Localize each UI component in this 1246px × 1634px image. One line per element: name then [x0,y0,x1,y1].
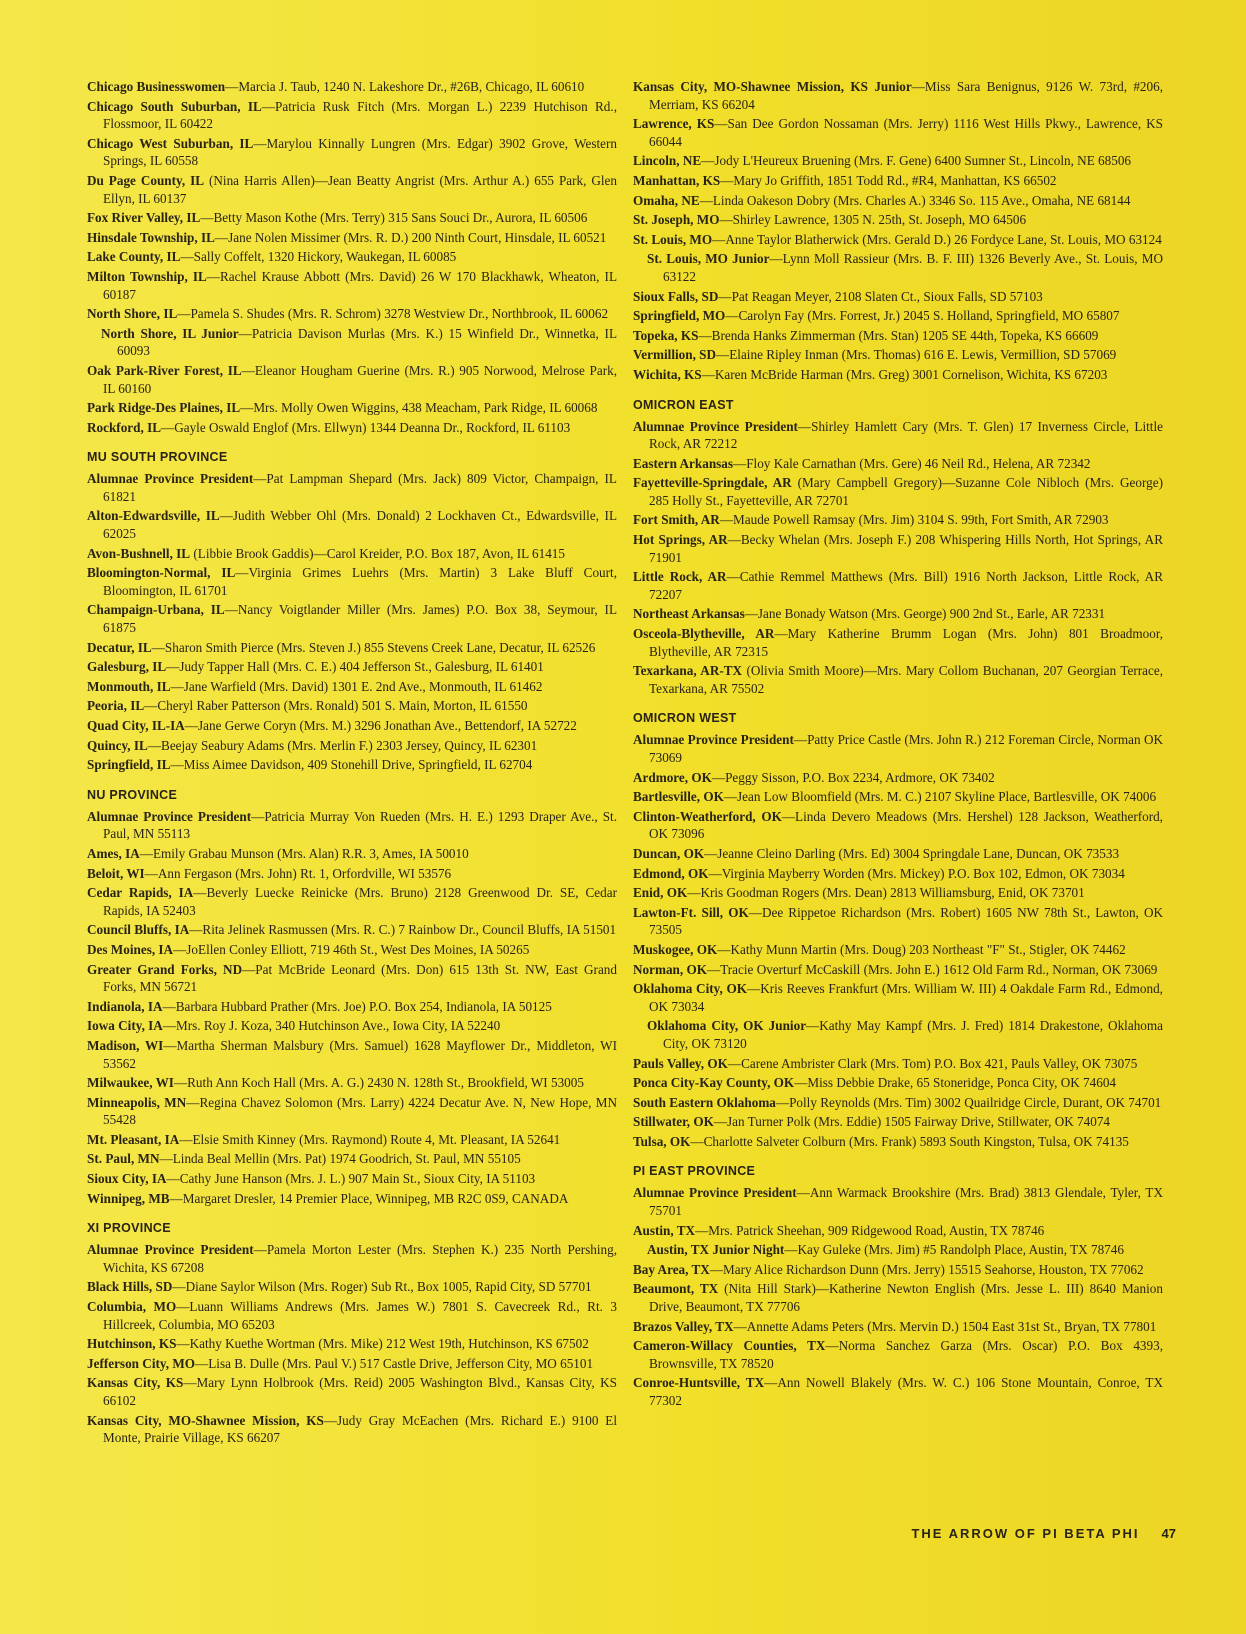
chapter-contact: —Ann Nowell Blakely (Mrs. W. C.) 106 Stone Mountain, Conroe, TX 77302 [649,1375,1164,1408]
section-heading: XI PROVINCE [87,1221,171,1236]
chapter-entry [633,511,1163,529]
chapter-entry [87,1278,617,1296]
chapter-name: Milton Township, IL [87,268,207,284]
chapter-entry [87,1335,617,1353]
chapter-name: Alumnae Province President [87,808,252,824]
chapter-name: Park Ridge-Des Plaines, IL [87,400,241,416]
chapter-name: Clinton-Weatherford, OK [633,808,782,824]
chapter-name: North Shore, IL [87,306,178,322]
chapter-name: Alumnae Province President [633,732,794,748]
chapter-name: Quincy, IL [87,737,148,753]
left-column [87,78,617,1449]
chapter-entry [633,769,1163,787]
chapter-entry [87,305,617,323]
chapter-contact: —Mary Alice Richardson Dunn (Mrs. Jerry) 15515 Seahorse, Houston, TX 77062 [709,1261,1144,1277]
chapter-contact: —Kathy Munn Martin (Mrs. Doug) 203 Northeast "F" St., Stigler, OK 74462 [717,941,1126,957]
chapter-name: Stillwater, OK [633,1114,714,1130]
chapter-name: St. Joseph, MO [633,212,720,228]
chapter-entry [633,346,1163,364]
chapter-contact: —Eleanor Hougham Guerine (Mrs. R.) 905 Norwood, Melrose Park, IL 60160 [103,362,617,396]
chapter-entry [87,419,617,437]
chapter-name: Kansas City, KS [87,1375,184,1391]
chapter-entry [87,1298,617,1333]
chapter-contact: —Jeanne Cleino Darling (Mrs. Ed) 3004 Springdale Lane, Duncan, OK 73533 [704,845,1120,861]
chapter-contact: —Shirley Lawrence, 1305 N. 25th, St. Joseph, MO 64506 [719,212,1027,228]
chapter-name: Little Rock, AR [633,569,727,585]
chapter-contact: —Judy Tapper Hall (Mrs. C. E.) 404 Jefferson St., Galesburg, IL 61401 [166,659,544,675]
chapter-entry [87,1074,617,1092]
chapter-name: Bay Area, TX [633,1261,710,1277]
chapter-contact: (Olivia Smith Moore)—Mrs. Mary Collom Buchanan, 207 Georgian Terrace, Texarkana, AR 75502 [649,663,1164,696]
chapter-contact: —Elsie Smith Kinney (Mrs. Raymond) Route 4, Mt. Pleasant, IA 52641 [179,1131,561,1147]
chapter-entry [87,678,617,696]
chapter-contact: —Karen McBride Harman (Mrs. Greg) 3001 Cornelison, Wichita, KS 67203 [701,366,1108,382]
chapter-contact: —Mary Lynn Holbrook (Mrs. Reid) 2005 Washington Blvd., Kansas City, KS 66102 [103,1375,617,1408]
chapter-name: St. Louis, MO Junior [647,251,770,267]
chapter-name: Brazos Valley, TX [633,1318,734,1334]
chapter-entry [633,845,1163,863]
chapter-contact: —Jane Gerwe Coryn (Mrs. M.) 3296 Jonathan Ave., Bettendorf, IA 52722 [184,718,577,733]
chapter-name: Columbia, MO [87,1299,177,1315]
chapter-entry [87,229,617,247]
chapter-contact: —Pamela S. Shudes (Mrs. R. Schrom) 3278 Westview Dr., Northbrook, IL 60062 [177,306,609,322]
chapter-entry [633,961,1163,979]
chapter-name: Hinsdale Township, IL [87,229,215,245]
chapter-contact: —Luann Williams Andrews (Mrs. James W.) 7801 S. Cavecreek Rd., Rt. 3 Hillcreek, Columbia, MO 65203 [103,1299,618,1332]
chapter-name: Norman, OK [633,961,707,977]
section-heading: NU PROVINCE [87,787,178,802]
chapter-entry [87,209,617,227]
chapter-contact: —Linda Devero Meadows (Mrs. Hershel) 128 Jackson, Weatherford, OK 73096 [649,808,1163,842]
chapter-contact: —Maude Powell Ramsay (Mrs. Jim) 3104 S. 99th, Fort Smith, AR 72903 [719,512,1109,528]
chapter-contact: —Linda Oakeson Dobry (Mrs. Charles A.) 3346 So. 115 Ave., Omaha, NE 68144 [699,192,1131,208]
chapter-entry [87,1241,617,1276]
chapter-name: Madison, WI [87,1037,164,1053]
chapter-contact: (Nina Harris Allen)—Jean Beatty Angrist (Mrs. Arthur A.) 655 Park, Glen Ellyn, IL 60137 [103,172,617,206]
chapter-contact: —Marcia J. Taub, 1240 N. Lakeshore Dr., #26B, Chicago, IL 60610 [225,79,585,94]
chapter-name: Ponca City-Kay County, OK [633,1075,795,1091]
chapter-name: Avon-Bushnell, IL [87,545,191,561]
chapter-entry [87,135,617,170]
chapter-entry [633,1094,1163,1112]
chapter-entry [633,288,1163,306]
chapter-name: Quad City, IL-IA [87,718,185,733]
chapter-name: Lawrence, KS [633,116,715,132]
chapter-entry [87,921,617,939]
section-heading: OMICRON EAST [633,397,734,412]
chapter-name: Fox River Valley, IL [87,210,201,226]
chapter-contact: —Mrs. Roy J. Koza, 340 Hutchinson Ave., Iowa City, IA 52240 [162,1018,501,1034]
chapter-entry [87,697,617,715]
chapter-name: Indianola, IA [87,998,163,1014]
chapter-name: Hot Springs, AR [633,532,728,548]
chapter-entry [633,865,1163,883]
chapter-name: Eastern Arkansas [633,455,734,471]
section-heading: OMICRON WEST [633,711,737,726]
chapter-entry [633,731,1163,766]
chapter-entry [633,980,1163,1015]
chapter-entry [633,1318,1163,1336]
chapter-entry [633,192,1163,210]
chapter-contact: —Tracie Overturf McCaskill (Mrs. John E.) 1612 Old Farm Rd., Norman, OK 73069 [707,961,1158,977]
section-heading: MU SOUTH PROVINCE [87,450,228,465]
chapter-contact: —Kay Guleke (Mrs. Jim) #5 Randolph Place, Austin, TX 78746 [784,1242,1124,1258]
chapter-entry [87,717,617,735]
chapter-name: Sioux City, IA [87,1171,167,1187]
chapter-entry [633,941,1163,959]
chapter-contact: —Patricia Davison Murlas (Mrs. K.) 15 Winfield Dr., Winnetka, IL 60093 [117,325,618,359]
right-column [633,78,1163,1412]
chapter-entry [87,998,617,1016]
chapter-entry [633,1017,1163,1052]
chapter-entry [633,115,1163,150]
chapter-name: Galesburg, IL [87,659,167,675]
chapter-entry [633,662,1163,697]
chapter-name: Lawton-Ft. Sill, OK [633,904,749,920]
chapter-contact: —Charlotte Salveter Colburn (Mrs. Frank) 5893 South Kingston, Tulsa, OK 74135 [690,1133,1129,1149]
chapter-entry [87,1150,617,1168]
chapter-entry [633,1280,1163,1315]
chapter-name: Beloit, WI [87,865,145,881]
chapter-name: Osceola-Blytheville, AR [633,626,775,642]
chapter-contact: —Jane Warfield (Mrs. David) 1301 E. 2nd Ave., Monmouth, IL 61462 [170,678,543,694]
chapter-entry [87,268,617,303]
chapter-name: Alumnae Province President [633,1185,797,1201]
chapter-contact: —Judith Webber Ohl (Mrs. Donald) 2 Lockhaven Ct., Edwardsville, IL 62025 [103,508,617,542]
chapter-contact: —Rachel Krause Abbott (Mrs. David) 26 W 170 Blackhawk, Wheaton, IL 60187 [103,268,617,302]
chapter-name: Jefferson City, MO [87,1355,196,1371]
chapter-contact: —Marylou Kinnally Lungren (Mrs. Edgar) 3902 Grove, Western Springs, IL 60558 [103,135,618,169]
chapter-contact: —Patty Price Castle (Mrs. John R.) 212 Foreman Circle, Norman OK 73069 [649,732,1163,765]
chapter-entry [87,248,617,266]
chapter-entry [633,250,1163,285]
chapter-contact: —Cheryl Raber Patterson (Mrs. Ronald) 501 S. Main, Morton, IL 61550 [144,698,528,714]
chapter-contact: —Margaret Dresler, 14 Premier Place, Winnipeg, MB R2C 0S9, CANADA [169,1190,569,1206]
chapter-name: Austin, TX [633,1222,696,1238]
chapter-contact: —Lynn Moll Rassieur (Mrs. B. F. III) 1326 Beverly Ave., St. Louis, MO 63122 [663,251,1164,284]
chapter-entry [87,639,617,657]
chapter-name: Oak Park-River Forest, IL [87,362,242,378]
chapter-entry [633,418,1163,453]
chapter-entry [633,172,1163,190]
chapter-entry [87,658,617,676]
chapter-contact: —Sally Coffelt, 1320 Hickory, Waukegan, IL 60085 [180,249,457,265]
chapter-name: Alumnae Province President [633,418,798,434]
chapter-entry [633,1374,1163,1409]
chapter-entry [633,78,1163,113]
chapter-contact: —Diane Saylor Wilson (Mrs. Roger) Sub Rt., Box 1005, Rapid City, SD 57701 [172,1279,592,1295]
chapter-contact: —Anne Taylor Blatherwick (Mrs. Gerald D.) 26 Fordyce Lane, St. Louis, MO 63124 [712,231,1162,247]
chapter-name: Springfield, IL [87,757,171,773]
chapter-name: Topeka, KS [633,327,699,343]
chapter-entry [87,1037,617,1072]
chapter-contact: —Jody L'Heureux Bruening (Mrs. F. Gene) 6400 Sumner St., Lincoln, NE 68506 [701,153,1132,169]
chapter-entry [633,1133,1163,1151]
chapter-name: Fort Smith, AR [633,512,720,528]
chapter-name: St. Louis, MO [633,231,713,247]
chapter-name: Cedar Rapids, IA [87,885,194,901]
chapter-contact: —Jane Nolen Missimer (Mrs. R. D.) 200 Ninth Court, Hinsdale, IL 60521 [214,229,607,245]
chapter-entry [633,474,1163,509]
chapter-contact: —Jean Low Bloomfield (Mrs. M. C.) 2107 Skyline Place, Bartlesville, OK 74006 [723,789,1157,805]
chapter-entry [633,904,1163,939]
chapter-name: Rockford, IL [87,419,161,435]
chapter-entry [633,568,1163,603]
chapter-entry [633,605,1163,623]
chapter-contact: —Gayle Oswald Englof (Mrs. Ellwyn) 1344 Deanna Dr., Rockford, IL 61103 [161,419,571,435]
chapter-contact: —Mary Katherine Brumm Logan (Mrs. John) 801 Broadmoor, Blytheville, AR 72315 [649,626,1163,659]
chapter-contact: —Annette Adams Peters (Mrs. Mervin D.) 1504 East 31st St., Bryan, TX 77801 [733,1318,1157,1334]
chapter-contact: —Virginia Mayberry Worden (Mrs. Mickey) P.O. Box 102, Edmon, OK 73034 [708,865,1125,881]
chapter-contact: —Kris Goodman Rogers (Mrs. Dean) 2813 Williamsburg, Enid, OK 73701 [687,885,1085,901]
chapter-name: Austin, TX Junior Night [647,1242,785,1258]
chapter-entry [87,961,617,996]
chapter-contact: —Becky Whelan (Mrs. Joseph F.) 208 Whispering Hills North, Hot Springs, AR 71901 [649,532,1163,565]
chapter-entry [87,78,617,96]
chapter-entry [87,1131,617,1149]
chapter-entry [633,366,1163,384]
chapter-name: Mt. Pleasant, IA [87,1131,180,1147]
chapter-name: Iowa City, IA [87,1018,163,1034]
chapter-contact: —Barbara Hubbard Prather (Mrs. Joe) P.O. Box 254, Indianola, IA 50125 [162,998,552,1014]
chapter-name: Fayetteville-Springdale, AR [633,475,792,491]
chapter-entry [633,152,1163,170]
chapter-name: Peoria, IL [87,698,145,714]
chapter-entry [87,172,617,207]
chapter-name: Hutchinson, KS [87,1336,177,1352]
chapter-entry [633,1184,1163,1219]
chapter-entry [87,564,617,599]
chapter-contact: —Peggy Sisson, P.O. Box 2234, Ardmore, OK 73402 [711,769,995,785]
chapter-entry [633,1113,1163,1131]
chapter-name: Vermillion, SD [633,347,717,363]
chapter-entry [87,399,617,417]
chapter-entry [87,507,617,542]
chapter-contact: —Beverly Luecke Reinicke (Mrs. Bruno) 2128 Greenwood Dr. SE, Cedar Rapids, IA 52403 [103,885,617,918]
chapter-contact: —Kris Reeves Frankfurt (Mrs. William W. III) 4 Oakdale Farm Rd., Edmond, OK 73034 [649,981,1163,1014]
chapter-contact: —Judy Gray McEachen (Mrs. Richard E.) 9100 El Monte, Prairie Village, KS 66207 [103,1412,617,1446]
chapter-name: Enid, OK [633,885,688,901]
chapter-name: Lake County, IL [87,249,181,265]
chapter-entry [633,625,1163,660]
chapter-contact: —Beejay Seabury Adams (Mrs. Merlin F.) 2303 Jersey, Quincy, IL 62301 [147,737,538,753]
chapter-contact: —Elaine Ripley Inman (Mrs. Thomas) 616 E. Lewis, Vermillion, SD 57069 [716,347,1117,363]
chapter-contact: —Sharon Smith Pierce (Mrs. Steven J.) 855 Stevens Creek Lane, Decatur, IL 62526 [151,639,596,655]
chapter-entry [87,362,617,397]
chapter-contact: —Pat Reagan Meyer, 2108 Slaten Ct., Sioux Falls, SD 57103 [718,288,1043,304]
chapter-name: Lincoln, NE [633,153,702,169]
chapter-entry [87,545,617,563]
chapter-contact: —Carolyn Fay (Mrs. Forrest, Jr.) 2045 S. Holland, Springfield, MO 65807 [725,308,1120,324]
chapter-entry [633,307,1163,325]
chapter-entry [87,470,617,505]
chapter-entry [633,1337,1163,1372]
chapter-entry [87,601,617,636]
chapter-contact: —Regina Chavez Solomon (Mrs. Larry) 4224 Decatur Ave. N, New Hope, MN 55428 [103,1094,617,1128]
chapter-contact: —Pamela Morton Lester (Mrs. Stephen K.) 235 North Pershing, Wichita, KS 67208 [103,1242,617,1275]
chapter-name: Texarkana, AR-TX [633,663,743,679]
chapter-name: Muskogee, OK [633,941,718,957]
chapter-contact: —Kathy Kuethe Wortman (Mrs. Mike) 212 West 19th, Hutchinson, KS 67502 [176,1336,589,1352]
chapter-contact: —Shirley Hamlett Cary (Mrs. T. Glen) 17 Inverness Circle, Little Rock, AR 72212 [649,418,1163,452]
chapter-entry [633,211,1163,229]
chapter-contact: —Pat Lampman Shepard (Mrs. Jack) 809 Victor, Champaign, IL 61821 [103,471,617,504]
section-heading: PI EAST PROVINCE [633,1164,756,1179]
chapter-entry [87,1017,617,1035]
chapter-entry [87,884,617,919]
chapter-name: Alton-Edwardsville, IL [87,508,220,524]
chapter-name: Sioux Falls, SD [633,288,719,304]
chapter-entry [87,1412,617,1447]
chapter-entry [633,531,1163,566]
chapter-contact: —Rita Jelinek Rasmussen (Mrs. R. C.) 7 Rainbow Dr., Council Bluffs, IA 51501 [189,922,617,938]
chapter-entry [87,865,617,883]
chapter-name: Kansas City, MO-Shawnee Mission, KS Junior [633,79,912,94]
chapter-contact: —Virginia Grimes Luehrs (Mrs. Martin) 3 Lake Bluff Court, Bloomington, IL 61701 [103,565,617,598]
chapter-name: Kansas City, MO-Shawnee Mission, KS [87,1412,324,1428]
chapter-contact: —Linda Beal Mellin (Mrs. Pat) 1974 Goodrich, St. Paul, MN 55105 [159,1151,521,1167]
chapter-name: Chicago West Suburban, IL [87,135,254,151]
chapter-name: Duncan, OK [633,845,705,861]
chapter-entry [87,1190,617,1208]
page-number: 47 [1161,1526,1176,1541]
chapter-contact: —Mrs. Patrick Sheehan, 909 Ridgewood Road, Austin, TX 78746 [695,1222,1045,1238]
chapter-contact: —Jan Turner Polk (Mrs. Eddie) 1505 Fairway Drive, Stillwater, OK 74074 [713,1114,1111,1130]
chapter-entry [87,808,617,843]
chapter-entry [633,1222,1163,1240]
chapter-contact: —Brenda Hanks Zimmerman (Mrs. Stan) 1205 SE 44th, Topeka, KS 66609 [698,327,1099,343]
chapter-entry [87,1094,617,1129]
chapter-entry [633,1055,1163,1073]
chapter-contact: —Norma Sanchez Garza (Mrs. Oscar) P.O. Box 4393, Brownsville, TX 78520 [649,1338,1163,1371]
chapter-contact: —Floy Kale Carnathan (Mrs. Gere) 46 Neil Rd., Helena, AR 72342 [733,455,1091,471]
chapter-entry [87,1355,617,1373]
chapter-name: Tulsa, OK [633,1133,691,1149]
chapter-name: Black Hills, SD [87,1279,173,1295]
chapter-contact: —Pat McBride Leonard (Mrs. Don) 615 13th St. NW, East Grand Forks, MN 56721 [103,961,617,995]
chapter-contact: —Miss Sara Benignus, 9126 W. 73rd, #206, Merriam, KS 66204 [649,79,1164,112]
chapter-name: Decatur, IL [87,639,152,655]
chapter-name: Omaha, NE [633,192,700,208]
chapter-contact: —Dee Rippetoe Richardson (Mrs. Robert) 1605 NW 78th St., Lawton, OK 73505 [649,904,1163,938]
chapter-entry [633,327,1163,345]
chapter-contact: —JoEllen Conley Elliott, 719 46th St., West Des Moines, IA 50265 [173,941,530,957]
chapter-entry [87,941,617,959]
chapter-contact: —Nancy Voigtlander Miller (Mrs. James) P.O. Box 38, Seymour, IL 61875 [103,602,617,636]
chapter-entry [87,845,617,863]
chapter-entry [633,788,1163,806]
chapter-entry [87,1170,617,1188]
chapter-name: Du Page County, IL [87,172,205,188]
chapter-entry [87,756,617,774]
chapter-contact: (Mary Campbell Gregory)—Suzanne Cole Nibloch (Mrs. George) 285 Holly St., Fayetteville, AR 72701 [649,475,1163,508]
chapter-entry [633,1241,1163,1259]
chapter-contact: —Ann Warmack Brookshire (Mrs. Brad) 3813 Glendale, Tyler, TX 75701 [649,1185,1163,1219]
chapter-contact: —Kathy May Kampf (Mrs. J. Fred) 1814 Drakestone, Oklahoma City, OK 73120 [663,1018,1163,1051]
chapter-contact: (Libbie Brook Gaddis)—Carol Kreider, P.O. Box 187, Avon, IL 61415 [190,545,565,561]
chapter-name: Monmouth, IL [87,678,171,694]
chapter-contact: —Cathie Remmel Matthews (Mrs. Bill) 1916 North Jackson, Little Rock, AR 72207 [649,569,1163,602]
chapter-contact: —Polly Reynolds (Mrs. Tim) 3002 Quailridge Circle, Durant, OK 74701 [775,1094,1162,1110]
chapter-name: St. Paul, MN [87,1151,160,1167]
chapter-name: Edmond, OK [633,865,709,881]
chapter-entry [633,1074,1163,1092]
chapter-name: Manhattan, KS [633,172,721,188]
chapter-contact: —Ann Fergason (Mrs. John) Rt. 1, Orfordville, WI 53576 [144,865,452,881]
page-footer [911,1526,1176,1541]
chapter-name: Alumnae Province President [87,471,254,487]
chapter-contact: —Mary Jo Griffith, 1851 Todd Rd., #R4, Manhattan, KS 66502 [720,172,1057,188]
chapter-contact: —Lisa B. Dulle (Mrs. Paul V.) 517 Castle Drive, Jefferson City, MO 65101 [195,1355,594,1371]
chapter-name: Oklahoma City, OK [633,981,747,997]
chapter-name: Wichita, KS [633,366,702,382]
chapter-name: Greater Grand Forks, ND [87,961,243,977]
chapter-name: Alumnae Province President [87,1242,254,1258]
chapter-name: Northeast Arkansas [633,606,745,622]
chapter-name: Chicago South Suburban, IL [87,98,262,114]
chapter-name: Des Moines, IA [87,941,174,957]
chapter-contact: —Miss Aimee Davidson, 409 Stonehill Drive, Springfield, IL 62704 [170,757,533,773]
chapter-entry [633,455,1163,473]
footer-title: THE ARROW OF PI BETA PHI [911,1526,1140,1541]
chapter-name: Ardmore, OK [633,769,712,785]
chapter-contact: —Miss Debbie Drake, 65 Stoneridge, Ponca City, OK 74604 [794,1075,1117,1091]
chapter-contact: (Nita Hill Stark)—Katherine Newton English (Mrs. Jesse L. III) 8640 Manion Drive, Beaumont, TX 77706 [649,1281,1163,1315]
chapter-name: Ames, IA [87,845,140,861]
chapter-name: Champaign-Urbana, IL [87,602,225,618]
chapter-name: Cameron-Willacy Counties, TX [633,1338,826,1354]
chapter-name: Milwaukee, WI [87,1075,174,1091]
chapter-name: Conroe-Huntsville, TX [633,1375,765,1391]
chapter-name: Minneapolis, MN [87,1094,187,1110]
chapter-contact: —Mrs. Molly Owen Wiggins, 438 Meacham, Park Ridge, IL 60068 [240,400,598,416]
chapter-name: Pauls Valley, OK [633,1055,728,1071]
chapter-entry [87,98,617,133]
chapter-contact: —Emily Grabau Munson (Mrs. Alan) R.R. 3, Ames, IA 50010 [139,845,469,861]
chapter-contact: —Jane Bonady Watson (Mrs. George) 900 2nd St., Earle, AR 72331 [744,606,1106,622]
chapter-name: Beaumont, TX [633,1281,719,1297]
chapter-entry [633,808,1163,843]
chapter-name: Springfield, MO [633,308,726,324]
chapter-name: North Shore, IL Junior [101,325,239,341]
chapter-contact: —Ruth Ann Koch Hall (Mrs. A. G.) 2430 N. 128th St., Brookfield, WI 53005 [173,1075,584,1091]
chapter-name: Chicago Businesswomen [87,79,226,94]
chapter-entry [87,325,617,360]
chapter-entry [87,737,617,755]
chapter-name: Bartlesville, OK [633,789,724,805]
chapter-name: Oklahoma City, OK Junior [647,1018,807,1034]
chapter-contact: —Carene Ambrister Clark (Mrs. Tom) P.O. Box 421, Pauls Valley, OK 73075 [727,1055,1138,1071]
chapter-contact: —Patricia Rusk Fitch (Mrs. Morgan L.) 2239 Hutchison Rd., Flossmoor, IL 60422 [103,98,617,132]
chapter-name: Bloomington-Normal, IL [87,565,236,581]
chapter-name: Winnipeg, MB [87,1190,170,1206]
chapter-contact: —San Dee Gordon Nossaman (Mrs. Jerry) 1116 West Hills Pkwy., Lawrence, KS 66044 [649,116,1163,149]
chapter-contact: —Betty Mason Kothe (Mrs. Terry) 315 Sans Souci Dr., Aurora, IL 60506 [200,210,588,226]
chapter-contact: —Martha Sherman Malsbury (Mrs. Samuel) 1628 Mayflower Dr., Middleton, WI 53562 [103,1037,617,1071]
chapter-entry [633,1261,1163,1279]
chapter-entry [87,1374,617,1409]
chapter-contact: —Patricia Murray Von Rueden (Mrs. H. E.) 1293 Draper Ave., St. Paul, MN 55113 [103,808,617,842]
chapter-name: Council Bluffs, IA [87,922,190,938]
chapter-contact: —Cathy June Hanson (Mrs. J. L.) 907 Main St., Sioux City, IA 51103 [166,1171,536,1187]
chapter-entry [633,231,1163,249]
chapter-name: South Eastern Oklahoma [633,1094,776,1110]
chapter-entry [633,884,1163,902]
